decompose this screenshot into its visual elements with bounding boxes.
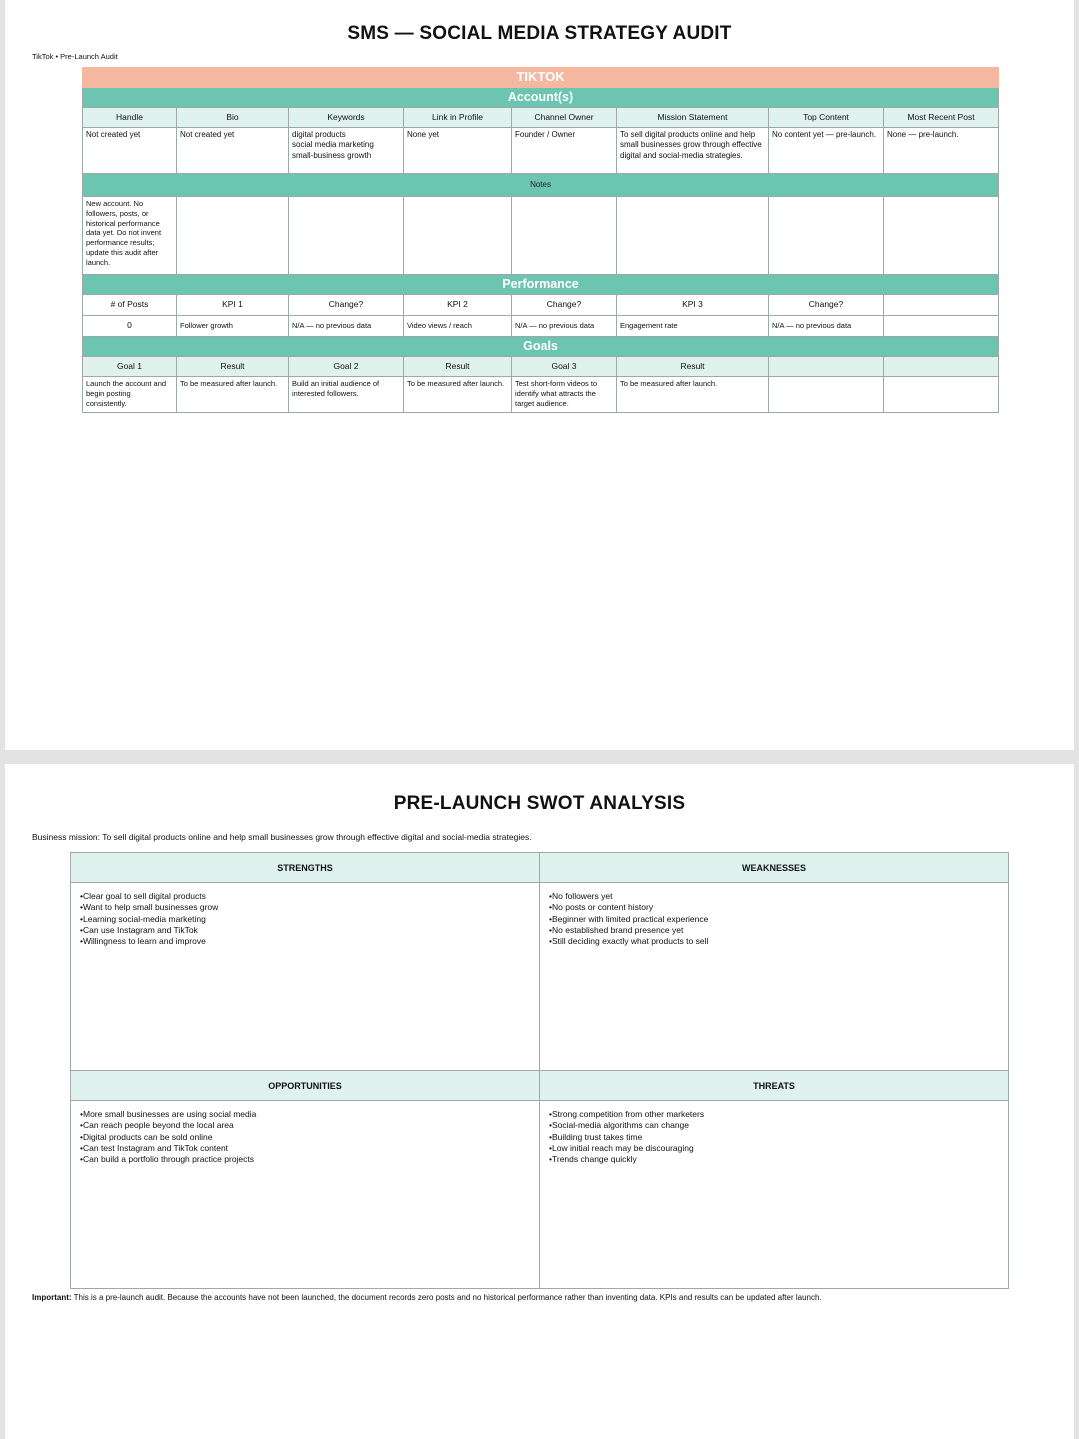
col-header-handle: Handle <box>83 108 177 128</box>
col-header-recent-post: Most Recent Post <box>884 108 999 128</box>
business-mission: Business mission: To sell digital products online and help small businesses grow through effective digital and social-media strategies. <box>32 832 532 842</box>
accounts-section-header: Account(s) <box>83 88 999 108</box>
goals-empty-value <box>884 377 999 413</box>
important-text: This is a pre-launch audit. Because the accounts have not been launched, the document records zero posts and no historical performance rather than inventing data. KPIs and results can be updated after launch. <box>71 1293 822 1302</box>
col-header-top-content: Top Content <box>769 108 884 128</box>
list-item: • Can use Instagram and TikTok <box>80 925 530 936</box>
threats-header: THREATS <box>540 1071 1009 1101</box>
opportunities-list <box>80 1109 530 1165</box>
notes-cell <box>404 197 512 275</box>
list-item: • Strong competition from other marketers <box>549 1109 999 1120</box>
perf-kpi3-value: Engagement rate <box>617 316 769 337</box>
col-header-owner: Channel Owner <box>512 108 617 128</box>
perf-kpi1-value: Follower growth <box>177 316 289 337</box>
bio-value: Not created yet <box>177 128 289 174</box>
perf-header-kpi1: KPI 1 <box>177 295 289 316</box>
handle-value: Not created yet <box>83 128 177 174</box>
col-header-bio: Bio <box>177 108 289 128</box>
list-item: • No established brand presence yet <box>549 925 999 936</box>
perf-change1-value: N/A — no previous data <box>289 316 404 337</box>
goal3-header: Goal 3 <box>512 357 617 377</box>
perf-change2-value: N/A — no previous data <box>512 316 617 337</box>
perf-empty-value <box>884 316 999 337</box>
list-item: • Can test Instagram and TikTok content <box>80 1143 530 1154</box>
goals-empty-header <box>884 357 999 377</box>
list-item: • More small businesses are using social media <box>80 1109 530 1120</box>
notes-cell <box>769 197 884 275</box>
list-item: • Low initial reach may be discouraging <box>549 1143 999 1154</box>
audit-table <box>82 67 999 413</box>
swot-title: PRE-LAUNCH SWOT ANALYSIS <box>393 793 686 814</box>
result2-value: To be measured after launch. <box>404 377 512 413</box>
mission-value: To sell digital products online and help small businesses grow through effective digital and social-media strategies. <box>617 128 769 174</box>
result1-value: To be measured after launch. <box>177 377 289 413</box>
strengths-header: STRENGTHS <box>71 853 540 883</box>
perf-change3-value: N/A — no previous data <box>769 316 884 337</box>
list-item: • Want to help small businesses grow <box>80 902 530 913</box>
perf-header-change2: Change? <box>512 295 617 316</box>
perf-header-change1: Change? <box>289 295 404 316</box>
swot-page <box>5 764 1074 1439</box>
list-item: • Digital products can be sold online <box>80 1132 530 1143</box>
header-note: TikTok • Pre-Launch Audit <box>32 52 118 61</box>
perf-header-empty <box>884 295 999 316</box>
list-item: • Beginner with limited practical experience <box>549 914 999 925</box>
weaknesses-header: WEAKNESSES <box>540 853 1009 883</box>
result3-value: To be measured after launch. <box>617 377 769 413</box>
perf-posts-value: 0 <box>83 316 177 337</box>
notes-cell <box>617 197 769 275</box>
keyword: small-business growth <box>292 150 372 160</box>
notes-cell <box>289 197 404 275</box>
list-item: • Social-media algorithms can change <box>549 1120 999 1131</box>
list-item: • Building trust takes time <box>549 1132 999 1143</box>
important-label: Important: <box>32 1293 72 1302</box>
list-item: • Trends change quickly <box>549 1154 999 1165</box>
perf-header-kpi3: KPI 3 <box>617 295 769 316</box>
threats-cell <box>540 1101 1009 1289</box>
goal1-header: Goal 1 <box>83 357 177 377</box>
weaknesses-list <box>549 891 999 947</box>
list-item: • Can reach people beyond the local area <box>80 1120 530 1131</box>
perf-header-kpi2: KPI 2 <box>404 295 512 316</box>
keyword: digital products <box>292 130 346 139</box>
col-header-keywords: Keywords <box>289 108 404 128</box>
weaknesses-cell <box>540 883 1009 1071</box>
goal1-value: Launch the account and begin posting consistently. <box>83 377 177 413</box>
keyword: social media marketing <box>292 140 374 150</box>
list-item: • Can build a portfolio through practice projects <box>80 1154 530 1165</box>
threats-list <box>549 1109 999 1165</box>
opportunities-cell <box>71 1101 540 1289</box>
notes-text: New account. No followers, posts, or historical performance data yet. Do not invent performance results; update this audit after launch. <box>83 197 177 275</box>
col-header-mission: Mission Statement <box>617 108 769 128</box>
opportunities-header: OPPORTUNITIES <box>71 1071 540 1101</box>
result1-header: Result <box>177 357 289 377</box>
top-content-value: No content yet — pre-launch. <box>769 128 884 174</box>
keywords-value <box>289 128 404 174</box>
list-item: • Learning social-media marketing <box>80 914 530 925</box>
owner-value: Founder / Owner <box>512 128 617 174</box>
goals-empty-value <box>769 377 884 413</box>
important-note <box>32 1293 1052 1302</box>
strengths-cell <box>71 883 540 1071</box>
list-item: • Clear goal to sell digital products <box>80 891 530 902</box>
col-header-link: Link in Profile <box>404 108 512 128</box>
performance-section-header: Performance <box>83 275 999 295</box>
strengths-list <box>80 891 530 947</box>
list-item: • Still deciding exactly what products to sell <box>549 936 999 947</box>
notes-cell <box>884 197 999 275</box>
goal2-value: Build an initial audience of interested followers. <box>289 377 404 413</box>
audit-page <box>5 0 1074 750</box>
perf-kpi2-value: Video views / reach <box>404 316 512 337</box>
notes-cell <box>177 197 289 275</box>
swot-table <box>70 852 1009 1289</box>
list-item: • Willingness to learn and improve <box>80 936 530 947</box>
audit-title: SMS — SOCIAL MEDIA STRATEGY AUDIT <box>347 23 732 44</box>
list-item: • No posts or content history <box>549 902 999 913</box>
result2-header: Result <box>404 357 512 377</box>
notes-cell <box>512 197 617 275</box>
perf-header-posts: # of Posts <box>83 295 177 316</box>
platform-banner: TIKTOK <box>83 68 999 88</box>
notes-header: Notes <box>83 174 999 197</box>
goals-empty-header <box>769 357 884 377</box>
perf-header-change3: Change? <box>769 295 884 316</box>
link-value: None yet <box>404 128 512 174</box>
goals-section-header: Goals <box>83 337 999 357</box>
goal2-header: Goal 2 <box>289 357 404 377</box>
recent-post-value: None — pre-launch. <box>884 128 999 174</box>
result3-header: Result <box>617 357 769 377</box>
list-item: • No followers yet <box>549 891 999 902</box>
goal3-value: Test short-form videos to identify what attracts the target audience. <box>512 377 617 413</box>
